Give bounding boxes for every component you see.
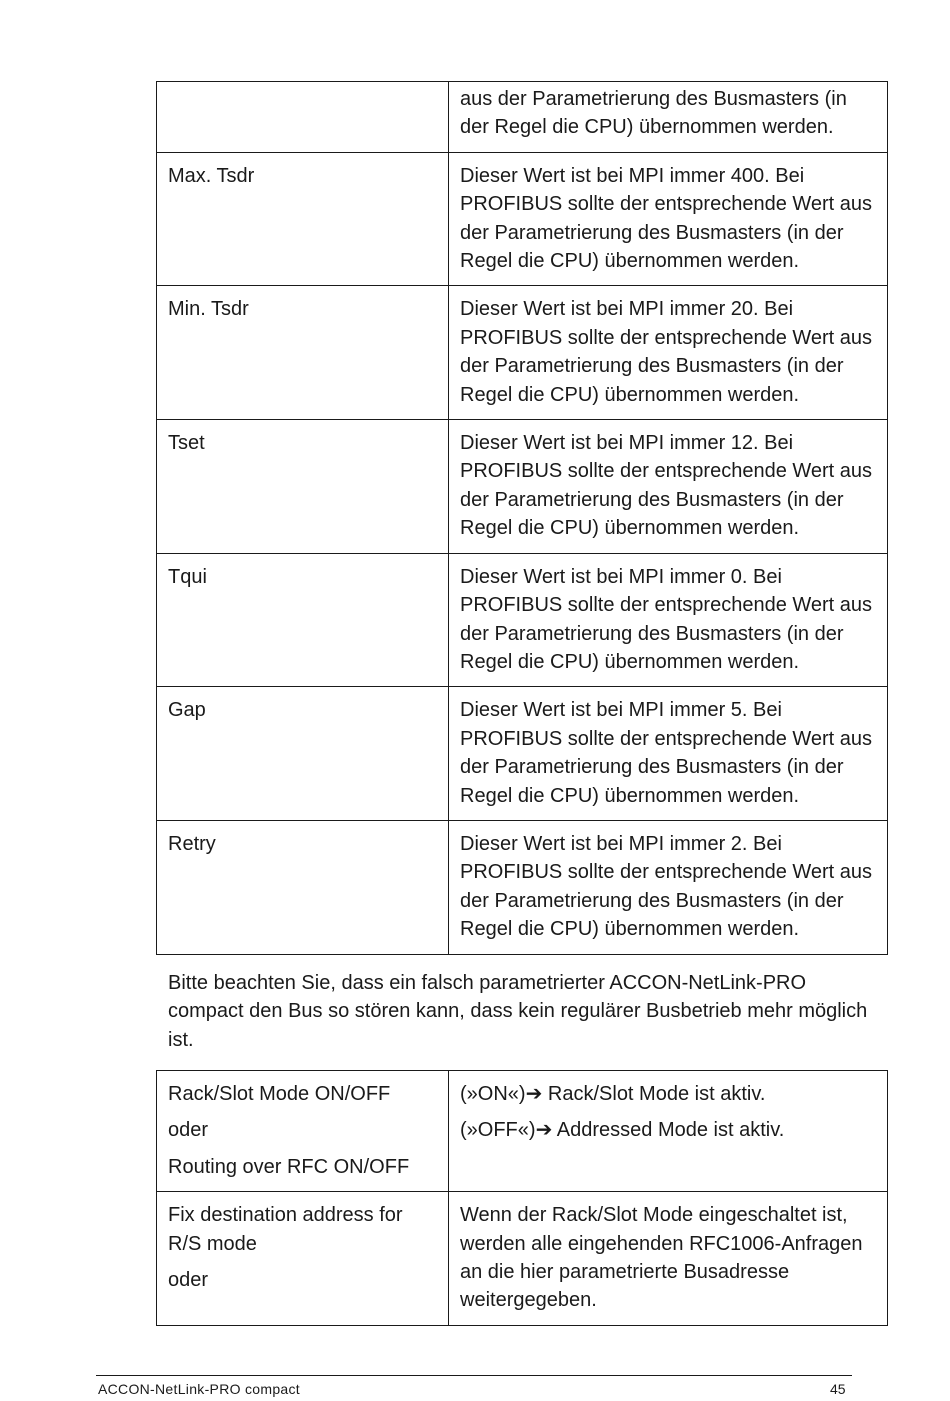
table-row [157, 152, 888, 286]
warning-note: Bitte beachten Sie, dass ein falsch parametrierter ACCON-NetLink-PRO compact den Bus so stören kann, dass kein regulärer Busbetrieb mehr möglich ist. [168, 972, 868, 1051]
param-name-line: Fix destination address for R/S mode [168, 1204, 403, 1255]
table-row [157, 1071, 888, 1192]
param-description-cell: aus der Parametrierung des Busmasters (in der Regel die CPU) übernommen werden. [449, 82, 888, 153]
param-description-cell: Dieser Wert ist bei MPI immer 12. Bei PROFIBUS sollte der entsprechende Wert aus der Parametrierung des Busmasters (in der Regel die CPU) übernommen werden. [449, 420, 888, 554]
param-description-cell: Wenn der Rack/Slot Mode eingeschaltet ist, werden alle eingehenden RFC1006-Anfragen an die hier parametrierte Busadresse weitergegeben. [449, 1192, 888, 1326]
param-name-cell [157, 82, 449, 153]
param-name-cell: Min. Tsdr [157, 286, 449, 420]
param-name-line: Rack/Slot Mode ON/OFF [168, 1083, 391, 1105]
table-row [157, 420, 888, 554]
param-name-cell [157, 1071, 449, 1192]
mode-table [156, 1070, 888, 1326]
param-name-cell: Tqui [157, 553, 449, 687]
param-name-cell: Tset [157, 420, 449, 554]
table-row [157, 687, 888, 821]
param-name-cell: Max. Tsdr [157, 152, 449, 286]
param-description-cell: Dieser Wert ist bei MPI immer 20. Bei PROFIBUS sollte der entsprechende Wert aus der Parametrierung des Busmasters (in der Regel die CPU) übernommen werden. [449, 286, 888, 420]
mode-on-line [460, 1080, 877, 1108]
table-row [157, 820, 888, 954]
param-description-cell: Dieser Wert ist bei MPI immer 400. Bei PROFIBUS sollte der entsprechende Wert aus der Parametrierung des Busmasters (in der Regel die CPU) übernommen werden. [449, 152, 888, 286]
param-description-cell: Dieser Wert ist bei MPI immer 2. Bei PROFIBUS sollte der entsprechende Wert aus der Parametrierung des Busmasters (in der Regel die CPU) übernommen werden. [449, 820, 888, 954]
param-name-cell [157, 1192, 449, 1326]
table-row [157, 82, 888, 153]
mode-on-text: Rack/Slot Mode ist aktiv. [547, 1083, 766, 1105]
param-description-cell: Dieser Wert ist bei MPI immer 5. Bei PROFIBUS sollte der entsprechende Wert aus der Parametrierung des Busmasters (in der Regel die CPU) übernommen werden. [449, 687, 888, 821]
table-row [157, 1192, 888, 1326]
arrow-right-icon: ➔ [525, 1083, 543, 1105]
param-name-cell: Retry [157, 820, 449, 954]
mode-off-text: Addressed Mode ist aktiv. [556, 1119, 785, 1142]
param-name-line: oder [168, 1269, 209, 1292]
arrow-right-icon: ➔ [535, 1119, 553, 1142]
mode-on-prefix: (»ON«) [460, 1083, 526, 1105]
mode-off-line [460, 1116, 877, 1144]
param-name-line: oder [168, 1119, 209, 1142]
param-description-cell [449, 1071, 888, 1192]
footer-divider [96, 1375, 852, 1376]
footer-product-name: ACCON-NetLink-PRO compact [98, 1381, 300, 1397]
table-row [157, 553, 888, 687]
table-row [157, 286, 888, 420]
param-name-cell: Gap [157, 687, 449, 821]
mode-off-prefix: (»OFF«) [460, 1119, 536, 1142]
parameter-table [156, 81, 888, 955]
page-number: 45 [830, 1381, 846, 1397]
param-name-line: Routing over RFC ON/OFF [168, 1155, 410, 1178]
param-description-cell: Dieser Wert ist bei MPI immer 0. Bei PROFIBUS sollte der entsprechende Wert aus der Parametrierung des Busmasters (in der Regel die CPU) übernommen werden. [449, 553, 888, 687]
